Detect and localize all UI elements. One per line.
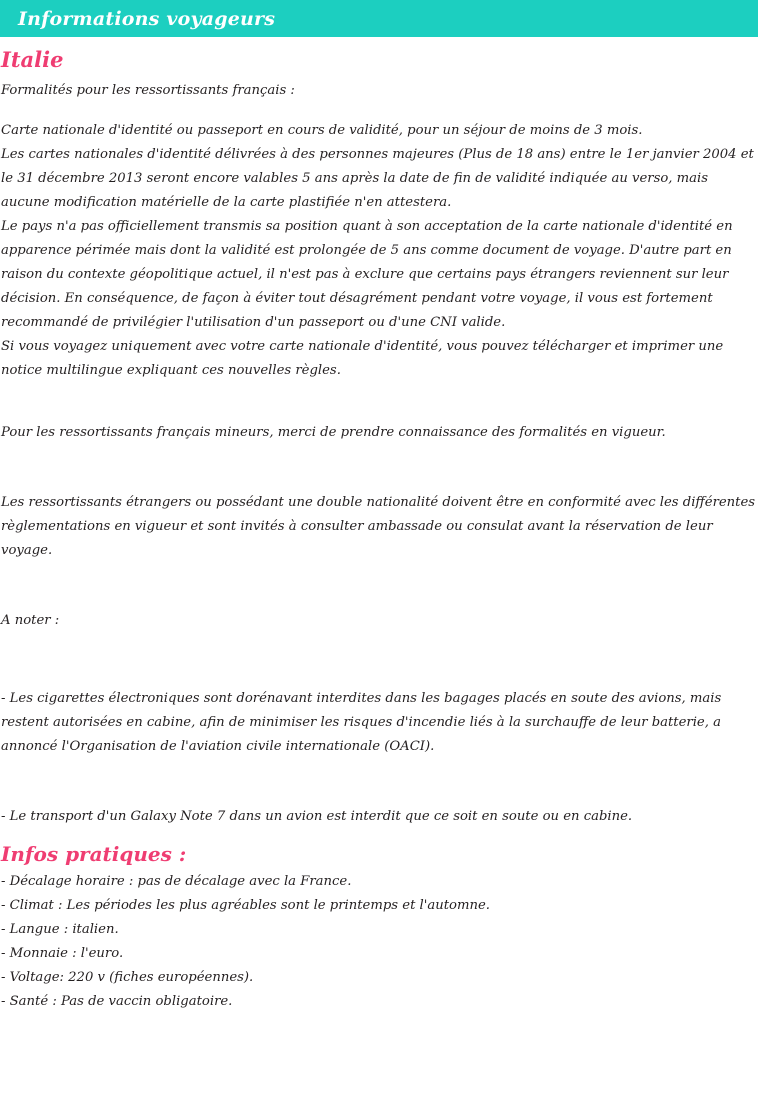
list-item: - Voltage: 220 v (fiches européennes). <box>1 970 254 986</box>
notes-heading: A noter : <box>1 613 60 629</box>
list-item: - Décalage horaire : pas de décalage avec la France. <box>1 874 352 890</box>
list-item: - Santé : Pas de vaccin obligatoire. <box>1 994 233 1010</box>
page-header-banner <box>0 0 758 37</box>
formalities-paragraph-2: Les cartes nationales d'identité délivrées à des personnes majeures (Plus de 18 ans) entre le 1er janvier 2004 et le 31 décembre 2013 seront encore valables 5 ans après la date de fin de validité indiquée au verso, mais aucune modification matérielle de la carte plastifiée n'en attestera. <box>1 147 754 211</box>
list-item: - Monnaie : l'euro. <box>1 946 124 962</box>
spacer <box>0 759 758 797</box>
spacer <box>0 563 758 601</box>
practical-info-heading: Infos pratiques : <box>1 842 187 867</box>
spacer <box>0 383 758 421</box>
formalities-paragraph-3: Le pays n'a pas officiellement transmis sa position quant à son acceptation de la carte nationale d'identité en apparence périmée mais dont la validité est prolongée de 5 ans comme document de voyage. D'autre part en raison du contexte géopolitique actuel, il n'est pas à exclure que certains pays étrangers reviennent sur leur décision. En conséquence, de façon à éviter tout désagrément pendant votre voyage, il vous est fortement recommandé de privilégier l'utilisation d'un passeport ou d'une CNI valide. <box>1 219 733 331</box>
formalities-paragraph-1: Carte nationale d'identité ou passeport en cours de validité, pour un séjour de moins de 3 mois. <box>1 123 643 139</box>
minors-paragraph: Pour les ressortissants français mineurs, merci de prendre connaissance des formalités en vigueur. <box>1 425 666 441</box>
spacer <box>0 103 758 119</box>
content-area <box>0 48 758 1014</box>
spacer <box>0 633 758 671</box>
formalities-paragraph-4: Si vous voyagez uniquement avec votre carte nationale d'identité, vous pouvez télécharger et imprimer une notice multilingue expliquant ces nouvelles règles. <box>1 339 724 379</box>
spacer <box>0 797 758 805</box>
spacer <box>0 483 758 491</box>
country-heading: Italie <box>1 47 64 72</box>
note-item-1: - Les cigarettes électroniques sont dorénavant interdites dans les bagages placés en soute des avions, mais restent autorisées en cabine, afin de minimiser les risques d'incendie liés à la surchauffe de leur batterie, a annoncé l'Organisation de l'aviation civile internationale (OACI). <box>1 691 722 755</box>
list-item: - Langue : italien. <box>1 922 119 938</box>
spacer <box>0 445 758 483</box>
spacer <box>0 601 758 609</box>
foreign-nationals-paragraph: Les ressortissants étrangers ou possédant une double nationalité doivent être en conformité avec les différentes règlementations en vigueur et sont invités à consulter ambassade ou consulat avant la réservation de leur voyage. <box>1 495 756 559</box>
spacer <box>0 671 758 687</box>
list-item: - Climat : Les périodes les plus agréables sont le printemps et l'automne. <box>1 898 490 914</box>
spacer <box>0 71 758 79</box>
practical-info-list <box>0 870 758 1014</box>
formalities-heading: Formalités pour les ressortissants français : <box>1 83 295 99</box>
page-title: Informations voyageurs <box>18 7 276 30</box>
note-item-2: - Le transport d'un Galaxy Note 7 dans un avion est interdit que ce soit en soute ou en cabine. <box>1 809 633 825</box>
